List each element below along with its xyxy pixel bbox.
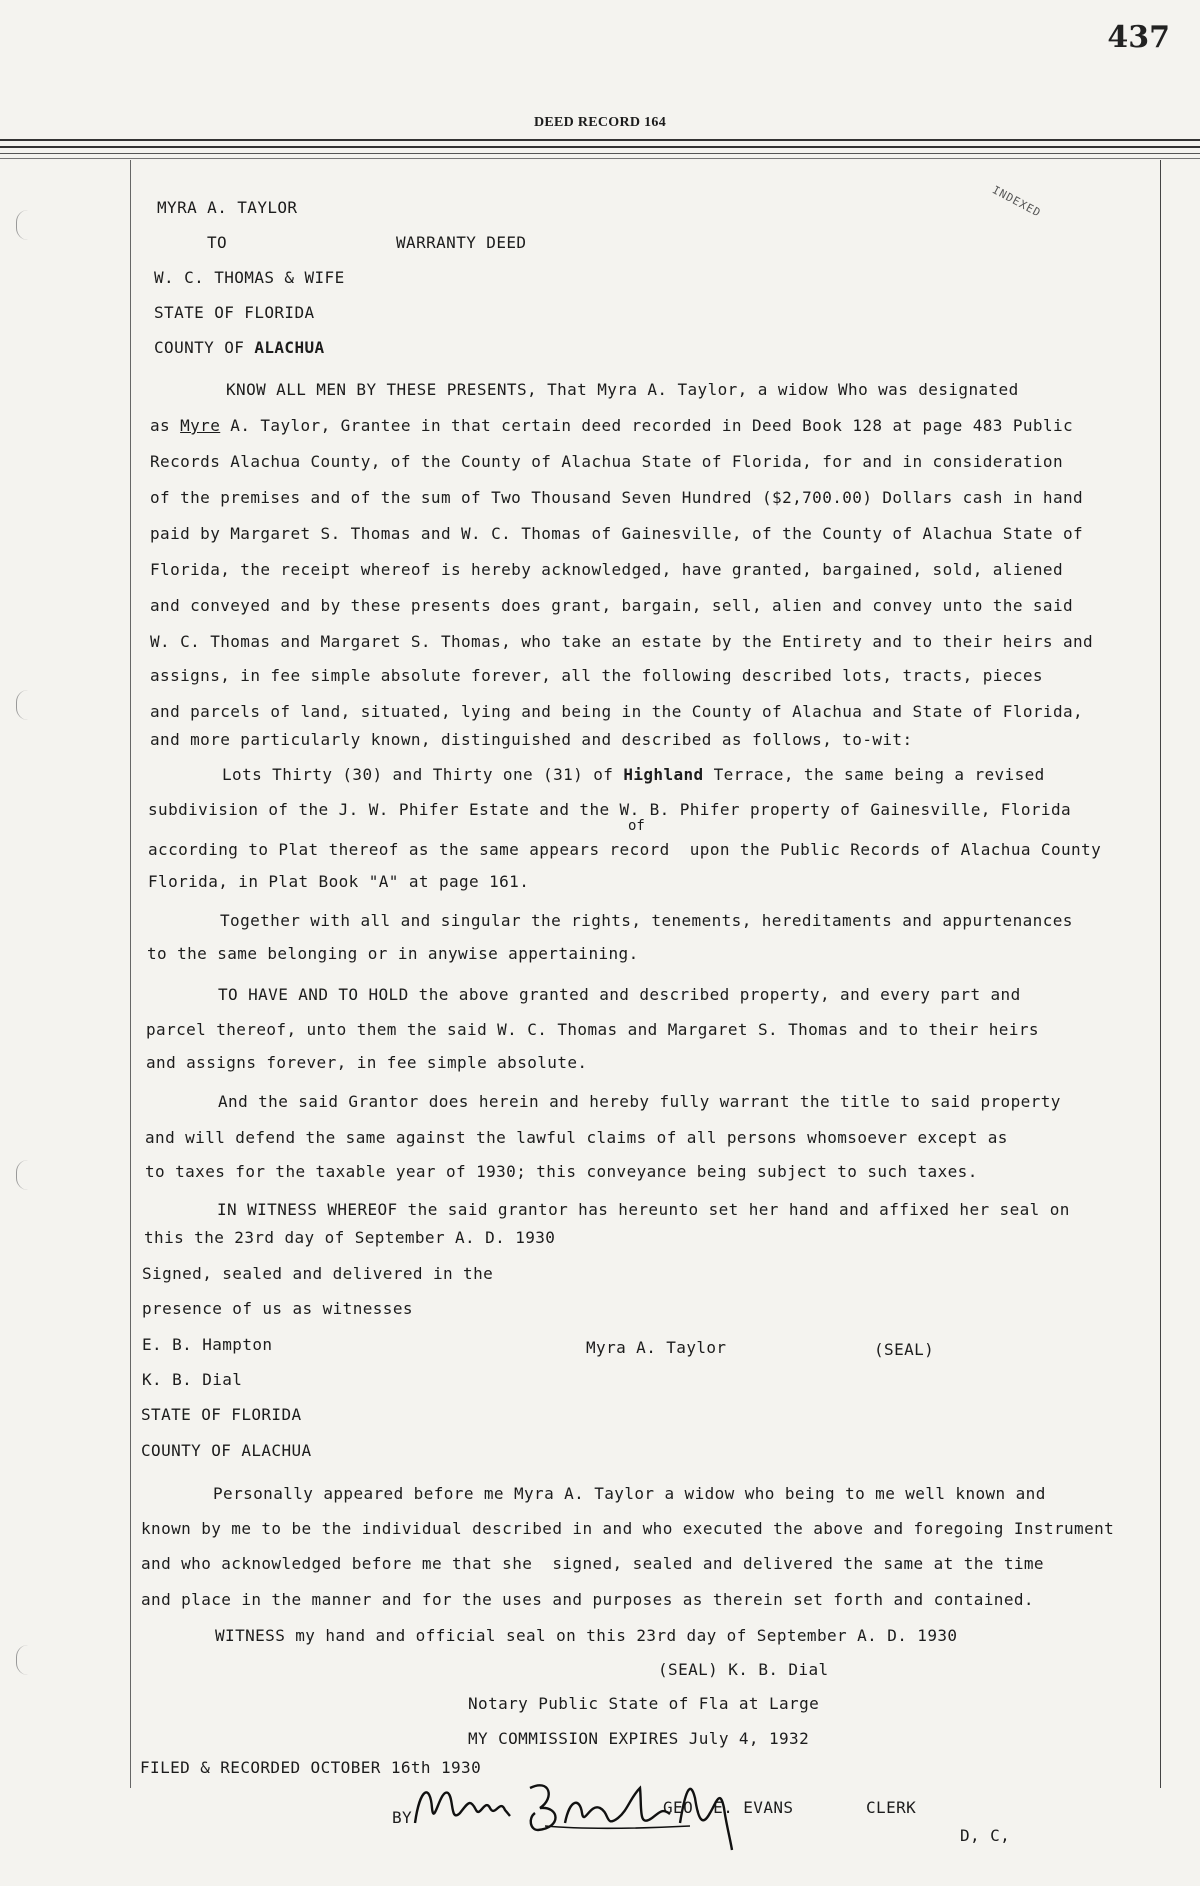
binder-hole-mark (16, 1645, 37, 1675)
notary-signature: (SEAL) K. B. Dial (658, 1660, 829, 1679)
ack-state: STATE OF FLORIDA (141, 1405, 302, 1424)
body-line: to the same belonging or in anywise appertaining. (147, 944, 639, 963)
notary-title: Notary Public State of Fla at Large (468, 1694, 820, 1713)
ack-line: and who acknowledged before me that she signed, sealed and delivered the same at the time (141, 1554, 1044, 1573)
ack-line: and place in the manner and for the uses and purposes as therein set forth and contained. (141, 1590, 1034, 1609)
body-line (222, 765, 1045, 785)
body-line (150, 416, 1073, 436)
ack-line: known by me to be the individual described in and who executed the above and foregoing Instrument (141, 1519, 1115, 1538)
body-line: to taxes for the taxable year of 1930; this conveyance being subject to such taxes. (145, 1162, 978, 1181)
body-line: paid by Margaret S. Thomas and W. C. Thomas of Gainesville, of the County of Alachua State of (150, 524, 1084, 543)
body-line: according to Plat thereof as the same appears record upon the Public Records of Alachua County (148, 840, 1102, 859)
myre-underlined: Myre (180, 416, 221, 435)
body-line: TO HAVE AND TO HOLD the above granted and described property, and every part and (218, 985, 1021, 1004)
deed-record-header: DEED RECORD 164 (533, 115, 667, 130)
indexed-stamp: INDEXED (990, 183, 1044, 220)
binder-hole-mark (16, 690, 37, 720)
ack-county: COUNTY OF ALACHUA (141, 1441, 312, 1460)
witness-1: E. B. Hampton (142, 1335, 273, 1354)
grantor-seal: (SEAL) (874, 1340, 935, 1359)
header-rule (0, 139, 1200, 141)
body-line: subdivision of the J. W. Phifer Estate and the W. B. Phifer property of Gainesville, Florida (148, 800, 1072, 819)
body-line: IN WITNESS WHEREOF the said grantor has hereunto set her hand and affixed her seal on (217, 1200, 1070, 1219)
body-text: Terrace, the same being a revised (703, 765, 1045, 784)
clerk-title: CLERK (866, 1798, 917, 1817)
body-line: Florida, the receipt whereof is hereby acknowledged, have granted, bargained, sold, aliened (150, 560, 1063, 579)
caption-grantee: W. C. THOMAS & WIFE (154, 268, 345, 287)
body-line: and more particularly known, distinguished and described as follows, to-wit: (150, 730, 913, 749)
body-text: A. Taylor, Grantee in that certain deed recorded in Deed Book 128 at page 483 Public (220, 416, 1074, 435)
body-line: and conveyed and by these presents does grant, bargain, sell, alien and convey unto the said (150, 596, 1074, 615)
body-line: parcel thereof, unto them the said W. C. Thomas and Margaret S. Thomas and to their heirs (146, 1020, 1039, 1039)
ack-line: Personally appeared before me Myra A. Taylor a widow who being to me well known and (213, 1484, 1046, 1503)
right-margin-line (1160, 160, 1161, 1788)
body-text: That Myra A. Taylor, a widow Who was designated (537, 380, 1019, 399)
county-prefix: COUNTY OF (154, 338, 255, 357)
header-rule (0, 146, 1200, 148)
caption-county (154, 338, 325, 358)
body-line: and will defend the same against the lawful claims of all persons whomsoever except as (145, 1128, 1008, 1147)
caption-grantor: MYRA A. TAYLOR (157, 198, 298, 217)
body-line: of the premises and of the sum of Two Thousand Seven Hundred ($2,700.00) Dollars cash in hand (150, 488, 1084, 507)
caption-to: TO (207, 233, 228, 252)
left-margin-line (130, 160, 131, 1788)
body-line: this the 23rd day of September A. D. 1930 (144, 1228, 556, 1247)
county-name: ALACHUA (254, 338, 325, 357)
deputy-clerk-label: D, C, (960, 1826, 1011, 1845)
know-all-men: KNOW ALL MEN BY THESE PRESENTS, (226, 380, 538, 399)
body-line: and parcels of land, situated, lying and being in the County of Alachua and State of Florida, (150, 702, 1084, 721)
page-number: 437 (1107, 20, 1170, 55)
body-line: Records Alachua County, of the County of Alachua State of Florida, for and in consideration (150, 452, 1063, 471)
witnesses-line: presence of us as witnesses (142, 1299, 413, 1318)
commission-expires: MY COMMISSION EXPIRES July 4, 1932 (468, 1729, 810, 1748)
body-line: Together with all and singular the rights, tenements, hereditaments and appurtenances (220, 911, 1073, 930)
highland-bold: Highland (623, 765, 704, 784)
interlined-of: of (628, 818, 645, 834)
body-text: as (150, 416, 181, 435)
by-label: BY (392, 1808, 413, 1827)
body-line: and assigns forever, in fee simple absolute. (146, 1053, 588, 1072)
body-line: Florida, in Plat Book "A" at page 161. (148, 872, 530, 891)
binder-hole-mark (16, 210, 37, 240)
grantor-signature: Myra A. Taylor (586, 1338, 727, 1357)
deputy-clerk-signature (390, 1768, 810, 1858)
caption-state: STATE OF FLORIDA (154, 303, 315, 322)
body-line: assigns, in fee simple absolute forever, all the following described lots, tracts, pieces (150, 666, 1043, 685)
filed-recorded: FILED & RECORDED OCTOBER 16th 1930 (140, 1758, 482, 1777)
body-line: W. C. Thomas and Margaret S. Thomas, who take an estate by the Entirety and to their heirs and (150, 632, 1094, 651)
witness-2: K. B. Dial (142, 1370, 243, 1389)
binder-hole-mark (16, 1160, 37, 1190)
body-line: And the said Grantor does herein and hereby fully warrant the title to said property (218, 1092, 1061, 1111)
header-rule (0, 153, 1200, 154)
ack-witness-line: WITNESS my hand and official seal on this 23rd day of September A. D. 1930 (215, 1626, 958, 1645)
body-line (226, 380, 1019, 400)
clerk-name: GEO. E. EVANS (663, 1798, 794, 1817)
caption-doc-type: WARRANTY DEED (396, 233, 527, 252)
header-rule (0, 158, 1200, 159)
body-text: Lots Thirty (30) and Thirty one (31) of (222, 765, 624, 784)
signed-sealed-line: Signed, sealed and delivered in the (142, 1264, 494, 1283)
